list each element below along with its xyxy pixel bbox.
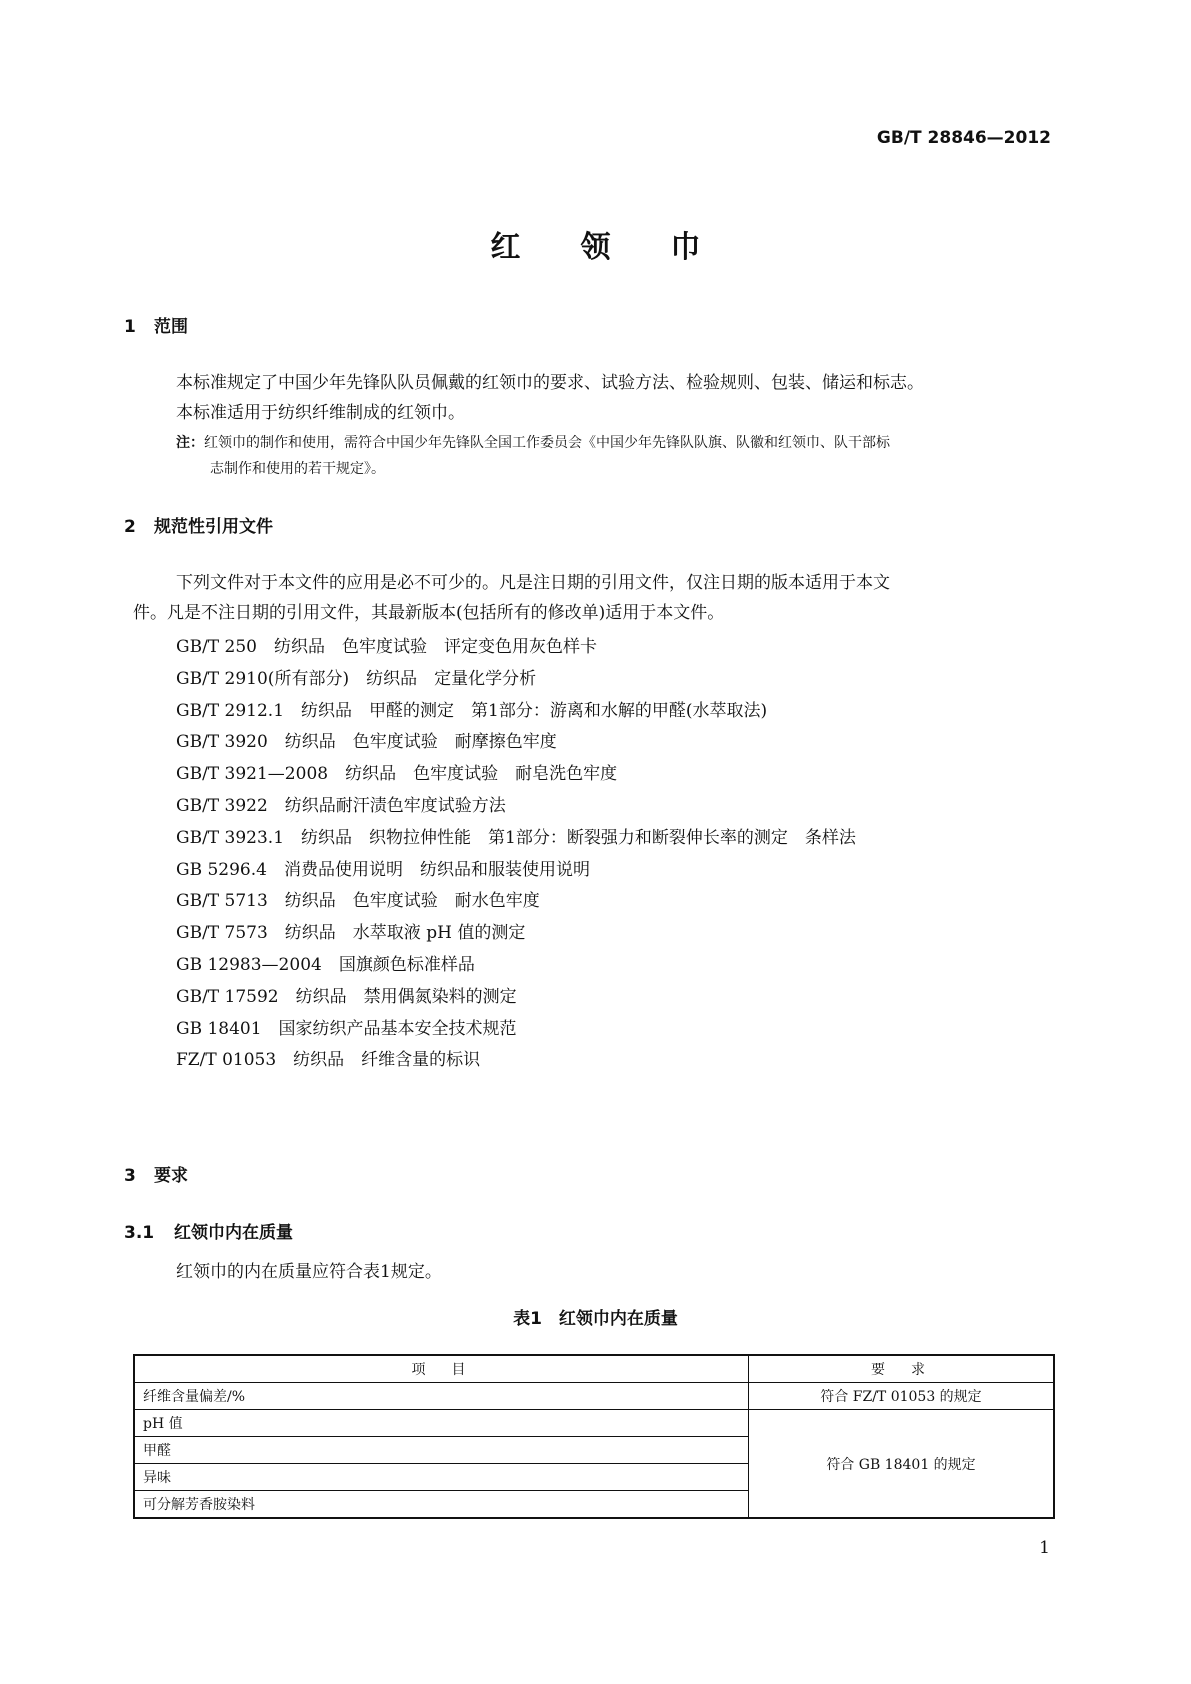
item-cell: 甲醛 (134, 1437, 749, 1464)
section-3-1-paragraph: 红领巾的内在质量应符合表1规定。 (176, 1262, 442, 1282)
item-cell: 纤维含量偏差/% (134, 1383, 749, 1410)
section-title: 要求 (154, 1166, 188, 1186)
section-number: 3.1 (124, 1223, 155, 1243)
section-2-heading (124, 512, 273, 537)
section-3-1-heading (124, 1218, 293, 1243)
reference-item: GB/T 3920 纺织品 色牢度试验 耐摩擦色牢度 (176, 732, 557, 753)
references-intro-line-1: 下列文件对于本文件的应用是必不可少的。凡是注日期的引用文件，仅注日期的版本适用于本文 (176, 573, 890, 593)
note-label: 注： (176, 435, 204, 451)
reference-item: GB/T 17592 纺织品 禁用偶氮染料的测定 (176, 986, 517, 1007)
reference-item: GB/T 7573 纺织品 水萃取液 pH 值的测定 (176, 923, 526, 944)
references-intro-line-2: 件。凡是不注日期的引用文件，其最新版本(包括所有的修改单)适用于本文件。 (133, 603, 725, 623)
reference-item: GB/T 250 纺织品 色牢度试验 评定变色用灰色样卡 (176, 637, 597, 657)
scope-paragraph-1: 本标准规定了中国少年先锋队队员佩戴的红领巾的要求、试验方法、检验规则、包装、储运和标志。 (176, 373, 924, 393)
table-row (134, 1410, 1054, 1437)
item-cell: pH 值 (134, 1410, 749, 1437)
reference-item: GB/T 5713 纺织品 色牢度试验 耐水色牢度 (176, 891, 540, 912)
reference-item: GB/T 3921—2008 纺织品 色牢度试验 耐皂洗色牢度 (176, 764, 618, 785)
table-header-row (134, 1355, 1054, 1383)
table-row (134, 1383, 1054, 1410)
reference-item: GB 18401 国家纺织产品基本安全技术规范 (176, 1018, 517, 1039)
section-1-heading (124, 312, 188, 337)
standard-number: GB/T 28846—2012 (876, 128, 1051, 148)
section-title: 红领巾内在质量 (174, 1223, 293, 1243)
column-header-item: 项 目 (134, 1355, 749, 1383)
column-header-requirement: 要 求 (749, 1355, 1055, 1383)
table-caption: 表1 红领巾内在质量 (513, 1309, 678, 1329)
scope-paragraph-2: 本标准适用于纺织纤维制成的红领巾。 (176, 403, 465, 423)
quality-requirements-table (133, 1354, 1055, 1519)
requirement-cell: 符合 FZ/T 01053 的规定 (749, 1383, 1055, 1410)
reference-item: GB 5296.4 消费品使用说明 纺织品和服装使用说明 (176, 859, 590, 880)
section-number: 2 (124, 517, 136, 537)
reference-list (176, 632, 856, 1077)
reference-item: GB/T 3922 纺织品耐汗渍色牢度试验方法 (176, 795, 506, 816)
section-title: 规范性引用文件 (154, 517, 273, 537)
document-title: 红领巾 (490, 230, 761, 265)
page-number: 1 (1039, 1538, 1050, 1558)
scope-note (176, 430, 890, 456)
reference-item: GB/T 2912.1 纺织品 甲醛的测定 第1部分：游离和水解的甲醛(水萃取法) (176, 700, 768, 721)
reference-item: GB/T 3923.1 纺织品 织物拉伸性能 第1部分：断裂强力和断裂伸长率的测定 条样法 (176, 827, 856, 848)
note-text-line-1: 红领巾的制作和使用，需符合中国少年先锋队全国工作委员会《中国少年先锋队队旗、队徽和红领巾、队干部标 (204, 435, 890, 451)
section-number: 1 (124, 317, 136, 337)
reference-item: GB 12983—2004 国旗颜色标准样品 (176, 954, 475, 975)
reference-item: FZ/T 01053 纺织品 纤维含量的标识 (176, 1050, 481, 1071)
section-number: 3 (124, 1166, 136, 1186)
note-text-line-2: 志制作和使用的若干规定》。 (210, 461, 385, 477)
section-title: 范围 (154, 317, 188, 337)
reference-item: GB/T 2910(所有部分) 纺织品 定量化学分析 (176, 668, 537, 689)
section-3-heading (124, 1161, 188, 1186)
requirement-cell-merged: 符合 GB 18401 的规定 (749, 1410, 1055, 1519)
item-cell: 可分解芳香胺染料 (134, 1491, 749, 1519)
item-cell: 异味 (134, 1464, 749, 1491)
